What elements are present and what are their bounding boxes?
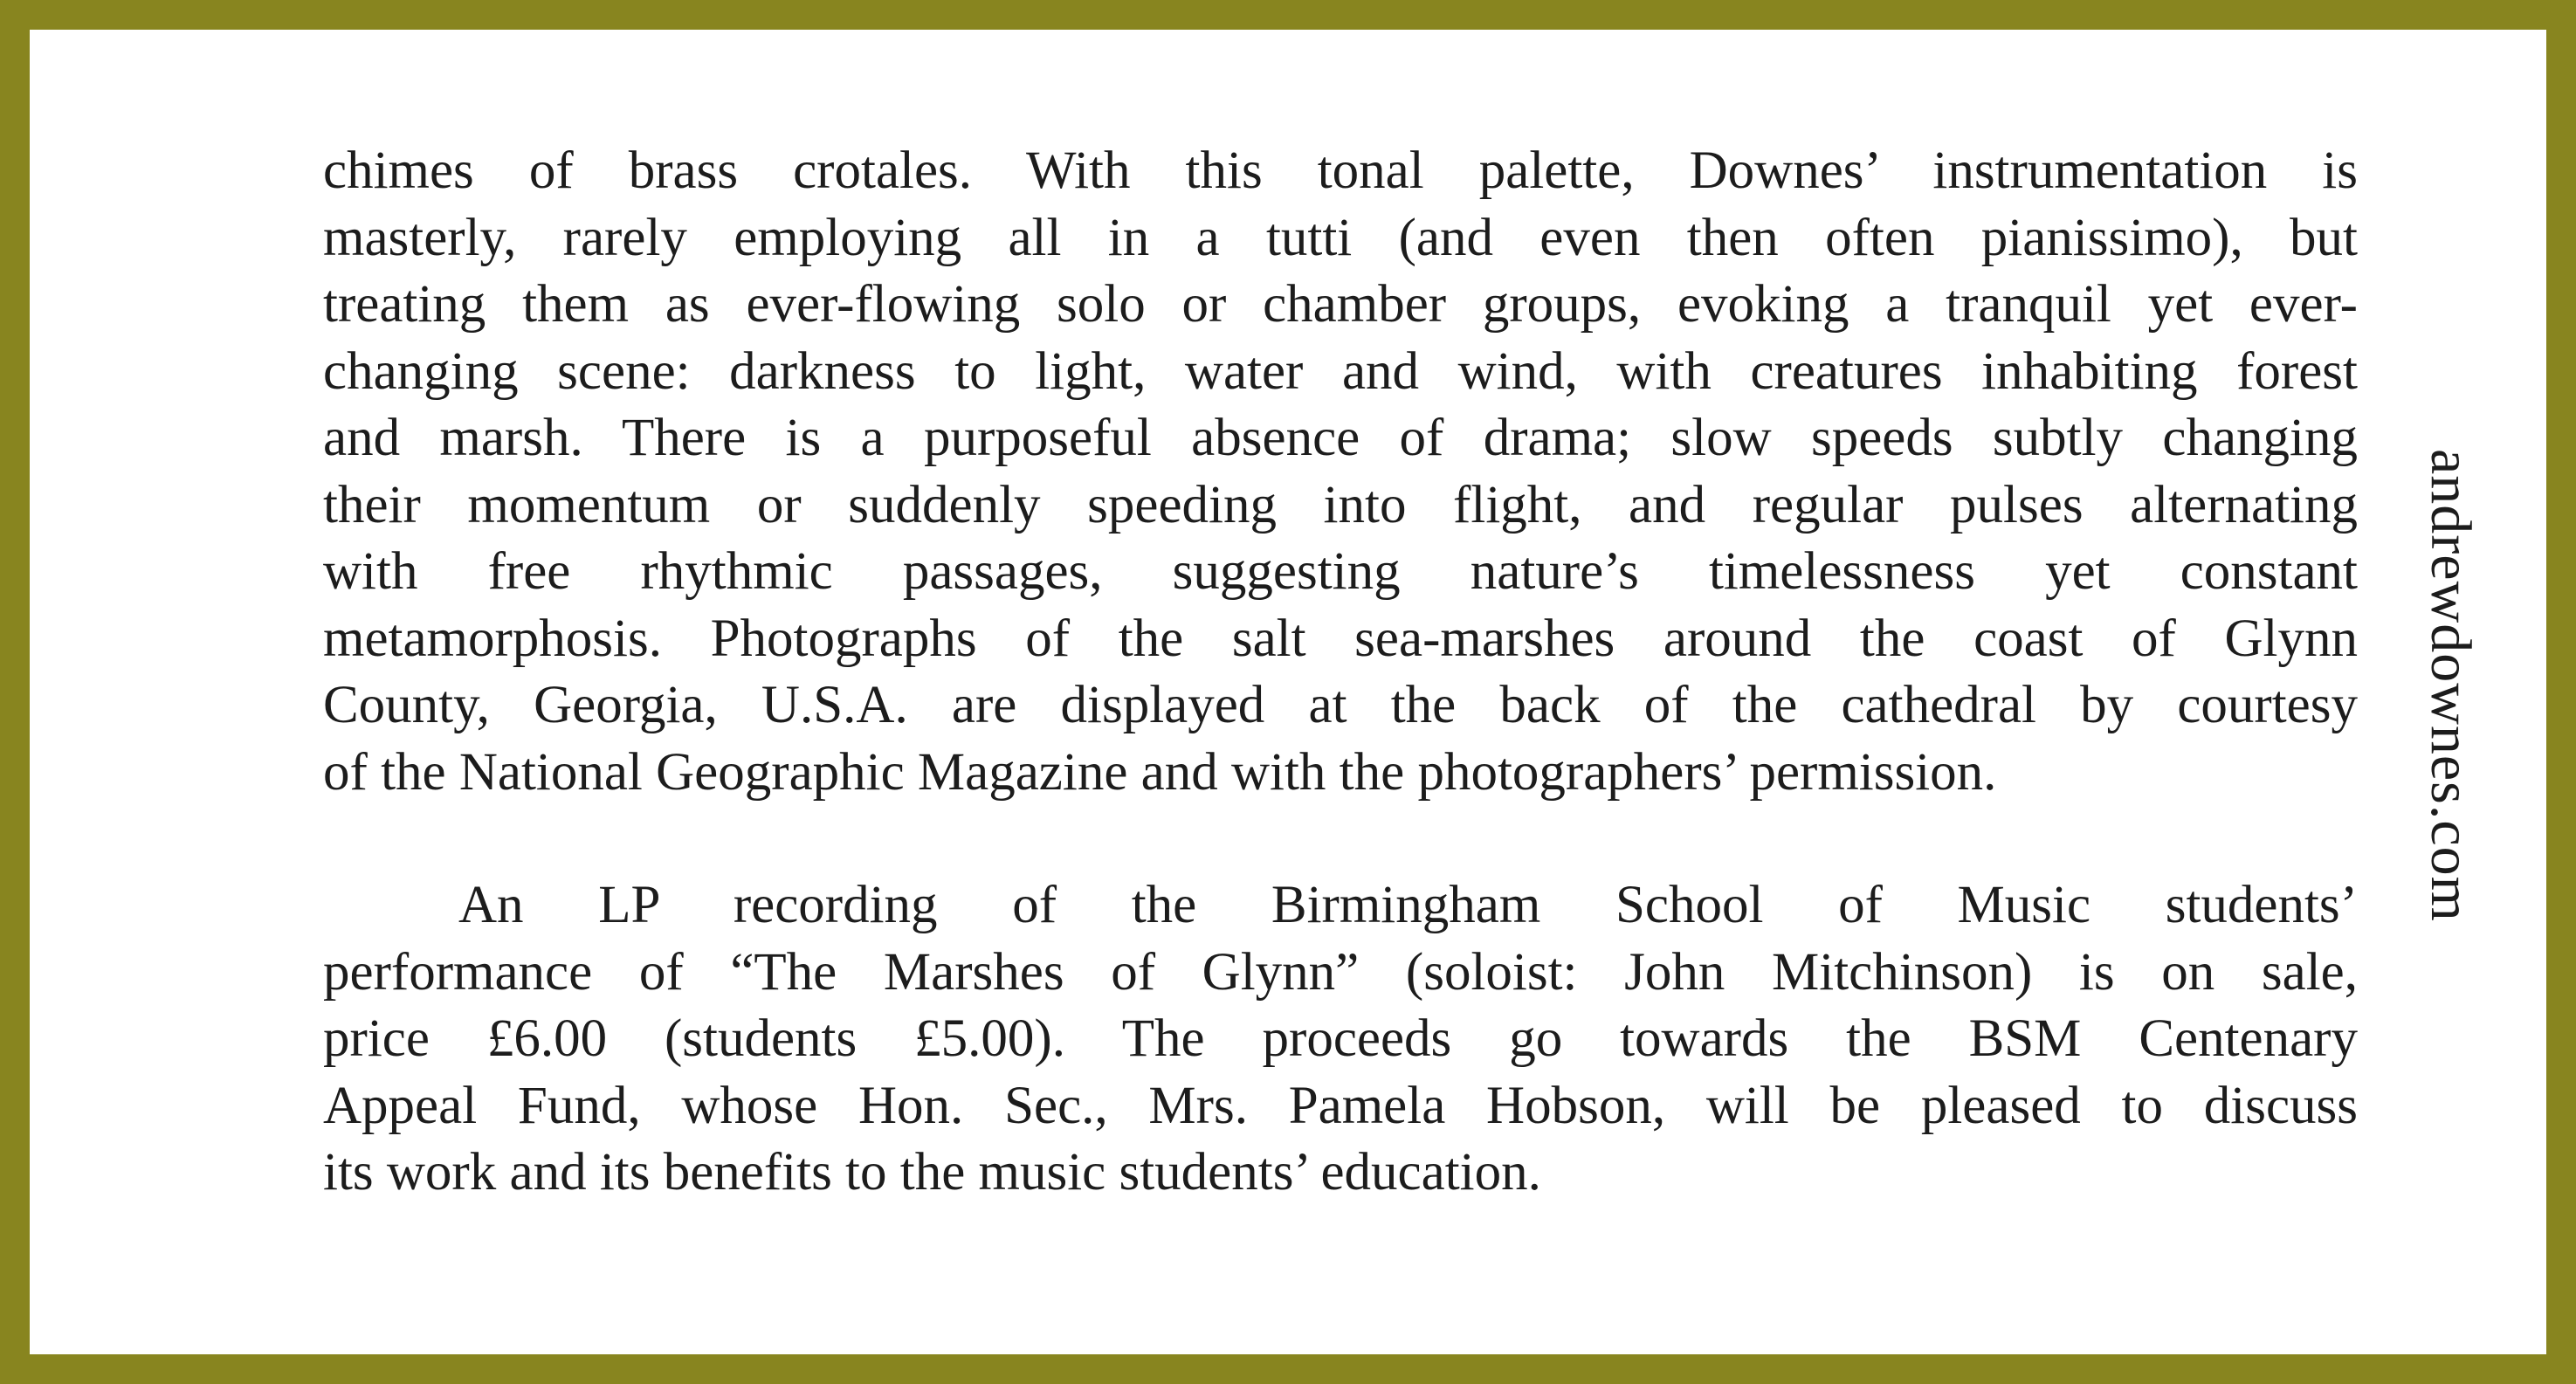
paragraph-2 <box>323 872 2358 1207</box>
paragraph-line: metamorphosis. Photographs of the salt sea-marshes around the coast of Glynn <box>323 609 2358 668</box>
paragraph-line: performance of “The Marshes of Glynn” (soloist: John Mitchinson) is on sale, <box>323 942 2358 1002</box>
paragraph-line: Appeal Fund, whose Hon. Sec., Mrs. Pamela Hobson, will be pleased to discuss <box>323 1076 2358 1135</box>
paragraph-spacer <box>323 806 2358 872</box>
paragraph-line: County, Georgia, U.S.A. are displayed at the back of the cathedral by courtesy <box>323 676 2358 734</box>
paragraph-line: and marsh. There is a purposeful absence of drama; slow speeds subtly changing <box>323 409 2358 467</box>
paragraph-line: of the National Geographic Magazine and with the photographers’ permission. <box>323 742 1997 802</box>
paragraph-line: price £6.00 (students £5.00). The proceeds go towards the BSM Centenary <box>323 1009 2358 1068</box>
paragraph-line: with free rhythmic passages, suggesting nature’s timelessness yet constant <box>323 542 2358 601</box>
paragraph-line: their momentum or suddenly speeding into flight, and regular pulses alternating <box>323 475 2358 534</box>
paragraph-line: its work and its benefits to the music students’ education. <box>323 1143 1541 1202</box>
paragraph-line: masterly, rarely employing all in a tutti (and even then often pianissimo), but <box>323 208 2358 267</box>
body-text <box>323 138 2358 1207</box>
website-label: andrewdownes.com <box>2419 449 2483 923</box>
paragraph-line: treating them as ever-flowing solo or chamber groups, evoking a tranquil yet ever- <box>323 275 2358 334</box>
paragraph-line: changing scene: darkness to light, water and wind, with creatures inhabiting forest <box>323 341 2358 401</box>
paragraph-line: An LP recording of the Birmingham School of Music students’ <box>458 876 2358 934</box>
paragraph-1 <box>323 138 2358 806</box>
paragraph-line: chimes of brass crotales. With this tonal palette, Downes’ instrumentation is <box>323 141 2358 200</box>
